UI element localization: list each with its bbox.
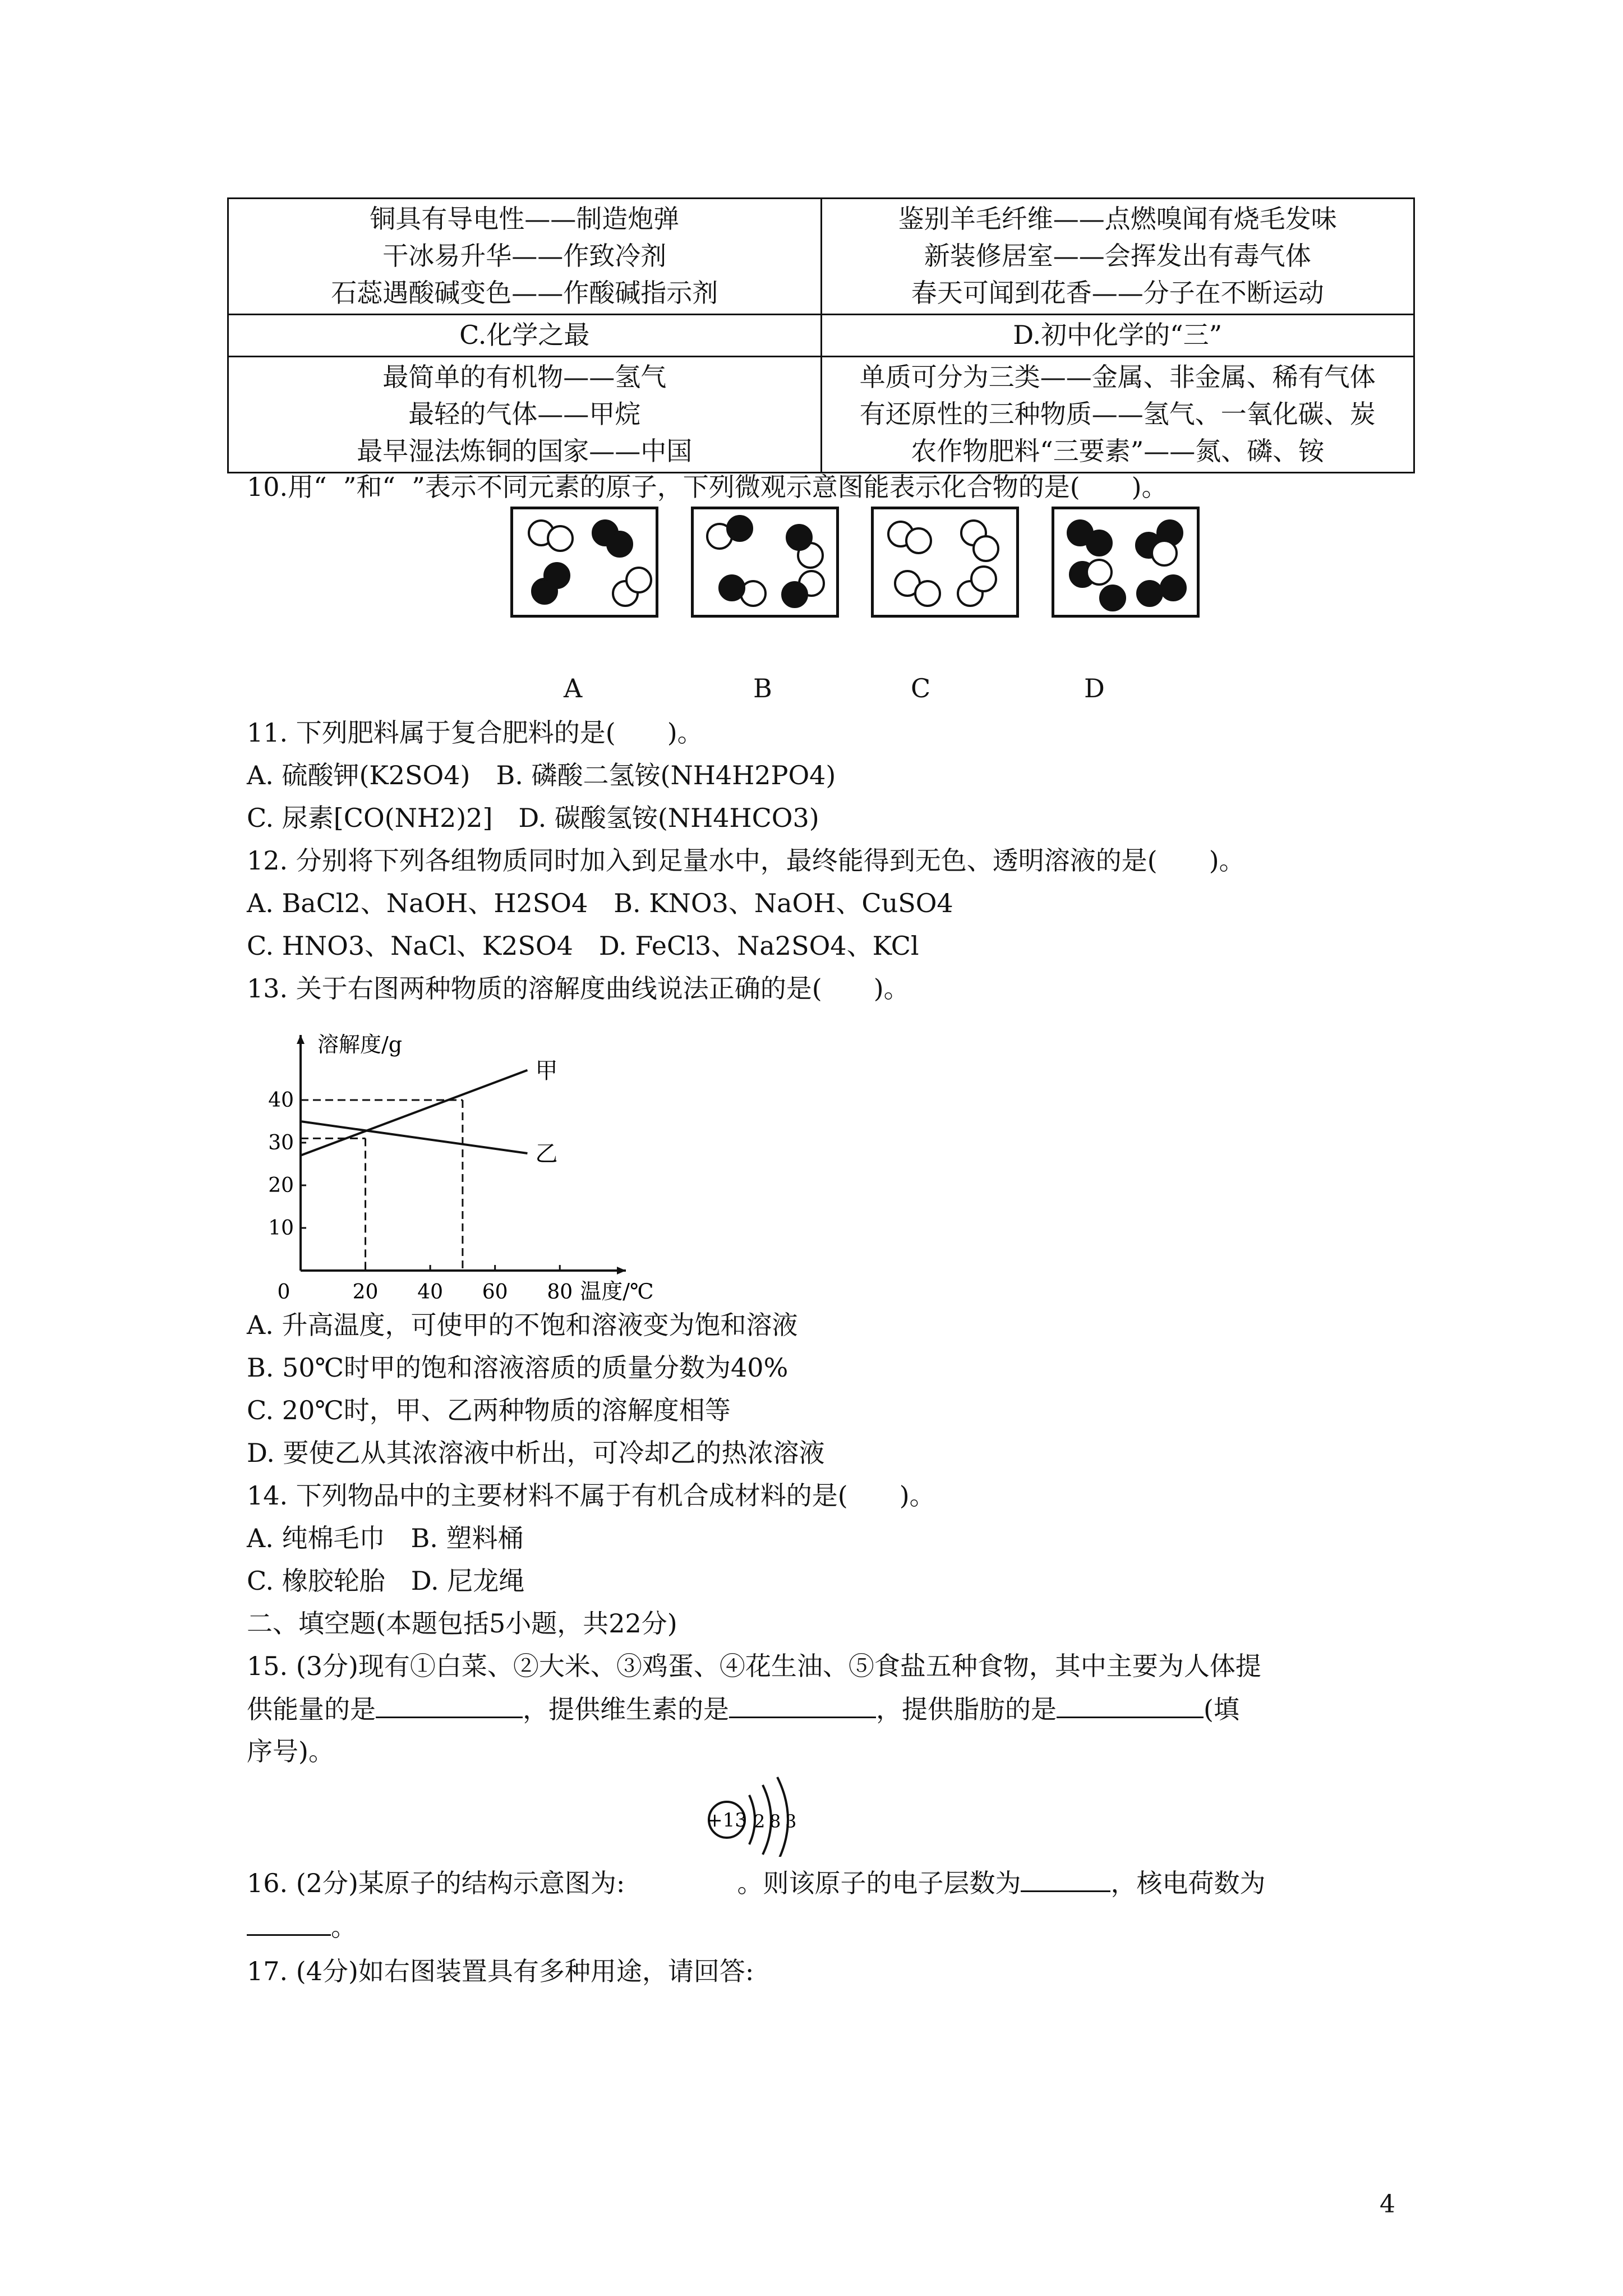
- q16-text: ，核电荷数为: [1110, 1868, 1266, 1898]
- q12-options-ab: A. BaCl2、NaOH、H2SO4 B. KNO3、NaOH、CuSO4: [247, 888, 953, 918]
- q16-text: 。则该原子的电子层数为: [737, 1868, 1021, 1898]
- cell-line: 最轻的气体——甲烷: [408, 399, 641, 429]
- molecule-box-a[interactable]: [510, 507, 658, 618]
- q13-stem: 13. 关于右图两种物质的溶解度曲线说法正确的是( )。: [247, 973, 910, 1004]
- q14-stem: 14. 下列物品中的主要材料不属于有机合成材料的是( )。: [247, 1480, 935, 1511]
- answer-blank[interactable]: [247, 1910, 331, 1936]
- cell-line: 新装修居室——会挥发出有毒气体: [924, 241, 1311, 271]
- table-row: [228, 357, 1414, 473]
- q13-option-a: A. 升高温度，可使甲的不饱和溶液变为饱和溶液: [247, 1310, 798, 1340]
- molecule-box-b[interactable]: [691, 507, 839, 618]
- q17-stem: 17. (4分)如右图装置具有多种用途，请回答:: [247, 1956, 754, 1986]
- cell-line: 鉴别羊毛纤维——点燃嗅闻有烧毛发味: [898, 204, 1337, 234]
- table-row: [228, 199, 1414, 315]
- y-tick-label: 30: [268, 1131, 294, 1154]
- option-label-a: A: [564, 673, 583, 703]
- x-axis-arrow: [617, 1267, 626, 1274]
- q15-text: (填: [1204, 1694, 1239, 1724]
- q14-options-ab: A. 纯棉毛巾 B. 塑料桶: [247, 1523, 524, 1553]
- q16-text: 16. (2分)某原子的结构示意图为:: [247, 1868, 625, 1898]
- molecule-box-d[interactable]: [1052, 507, 1200, 618]
- x-tick-label: 40: [417, 1281, 444, 1304]
- molecule-diagram-c: [874, 509, 1016, 615]
- electron-count-3: 3: [785, 1811, 797, 1832]
- q11-options-cd: C. 尿素[CO(NH2)2] D. 碳酸氢铵(NH4HCO3): [247, 803, 819, 833]
- page-number: 4: [1380, 2190, 1395, 2219]
- series-label-2: 乙: [535, 1141, 558, 1167]
- cell-line: 最简单的有机物——氢气: [382, 362, 667, 392]
- q12-stem: 12. 分别将下列各组物质同时加入到足量水中，最终能得到无色、透明溶液的是( )。: [247, 845, 1245, 876]
- q15-line2: [247, 1692, 1239, 1726]
- option-label-d: D: [1084, 673, 1105, 703]
- q13-option-b: B. 50℃时甲的饱和溶液溶质的质量分数为40%: [247, 1352, 789, 1383]
- x-axis-label: 温度/℃: [580, 1279, 654, 1304]
- molecule-diagram-a: [513, 509, 656, 615]
- table-header-d: [821, 315, 1414, 357]
- answer-blank[interactable]: [1021, 1866, 1110, 1892]
- cell-line: 最早湿法炼铜的国家——中国: [357, 436, 693, 466]
- table-row: [228, 315, 1414, 357]
- answer-blank[interactable]: [1057, 1692, 1204, 1718]
- y-tick-label: 40: [268, 1089, 294, 1112]
- y-tick-label: 10: [268, 1217, 294, 1240]
- q15-text: 供能量的是: [247, 1694, 376, 1724]
- q13-option-d: D. 要使乙从其浓溶液中析出，可冷却乙的热浓溶液: [247, 1438, 825, 1468]
- cell-line: 农作物肥料“三要素”——氮、磷、铵: [911, 436, 1325, 466]
- q16-line2: [247, 1910, 357, 1943]
- q15-line3: 序号)。: [247, 1736, 334, 1766]
- q15-line1: 15. (3分)现有①白菜、②大米、③鸡蛋、④花生油、⑤食盐五种食物，其中主要为人体提: [247, 1651, 1261, 1681]
- series-line-2: [301, 1121, 527, 1153]
- molecule-diagram-d: [1054, 509, 1197, 615]
- cell-line: C.化学之最: [459, 320, 590, 350]
- answer-blank[interactable]: [376, 1692, 523, 1718]
- q9-options-table: [227, 197, 1415, 473]
- cell-line: D.初中化学的“三”: [1013, 320, 1223, 350]
- q15-text: ，提供脂肪的是: [876, 1694, 1057, 1724]
- electron-count-1: 2: [754, 1811, 766, 1832]
- cell-line: 有还原性的三种物质——氢气、一氧化碳、炭: [859, 399, 1376, 429]
- q14-options-cd: C. 橡胶轮胎 D. 尼龙绳: [247, 1566, 525, 1596]
- q11-stem: 11. 下列肥料属于复合肥料的是( )。: [247, 717, 703, 748]
- y-tick-label: 20: [268, 1174, 294, 1197]
- table-header-c: [228, 315, 822, 357]
- table-cell-d: [821, 357, 1414, 473]
- series-line-1: [301, 1070, 527, 1156]
- x-tick-label: 80: [547, 1281, 573, 1304]
- cell-line: 石蕊遇酸碱变色——作酸碱指示剂: [331, 278, 718, 308]
- q16-text: 。: [331, 1912, 357, 1942]
- molecule-box-c[interactable]: [871, 507, 1019, 618]
- answer-blank[interactable]: [729, 1692, 876, 1718]
- x-tick-label: 0: [277, 1281, 291, 1304]
- solubility-chart: [264, 1015, 690, 1307]
- cell-line: 单质可分为三类——金属、非金属、稀有气体: [859, 362, 1376, 392]
- q10-stem: 10.用“ ”和“ ”表示不同元素的原子，下列微观示意图能表示化合物的是( )。: [247, 472, 1168, 502]
- table-cell-a: [228, 199, 822, 315]
- cell-line: 春天可闻到花香——分子在不断运动: [911, 278, 1324, 308]
- q11-options-ab: A. 硫酸钾(K2SO4) B. 磷酸二氢铵(NH4H2PO4): [247, 760, 836, 790]
- nucleus-charge: +13: [707, 1809, 747, 1832]
- q13-option-c: C. 20℃时，甲、乙两种物质的溶解度相等: [247, 1395, 731, 1425]
- q15-text: ，提供维生素的是: [523, 1694, 729, 1724]
- y-axis-arrow: [297, 1035, 305, 1044]
- cell-line: 铜具有导电性——制造炮弹: [370, 204, 680, 234]
- x-tick-label: 60: [482, 1281, 508, 1304]
- series-label-1: 甲: [535, 1057, 558, 1084]
- cell-line: 干冰易升华——作致冷剂: [382, 241, 667, 271]
- option-label-c: C: [911, 673, 931, 703]
- section-heading: 二、填空题(本题包括5小题，共22分): [247, 1608, 677, 1639]
- table-cell-c: [228, 357, 822, 473]
- table-cell-b: [821, 199, 1414, 315]
- q16-line1: [247, 1866, 1265, 1899]
- option-label-b: B: [753, 673, 772, 703]
- q12-options-cd: C. HNO3、NaCl、K2SO4 D. FeCl3、Na2SO4、KCl: [247, 931, 919, 961]
- electron-count-2: 8: [769, 1811, 781, 1832]
- y-axis-label: 溶解度/g: [317, 1032, 403, 1057]
- atom-structure-diagram: [695, 1773, 824, 1857]
- molecule-diagram-b: [694, 509, 836, 615]
- x-tick-label: 20: [352, 1281, 379, 1304]
